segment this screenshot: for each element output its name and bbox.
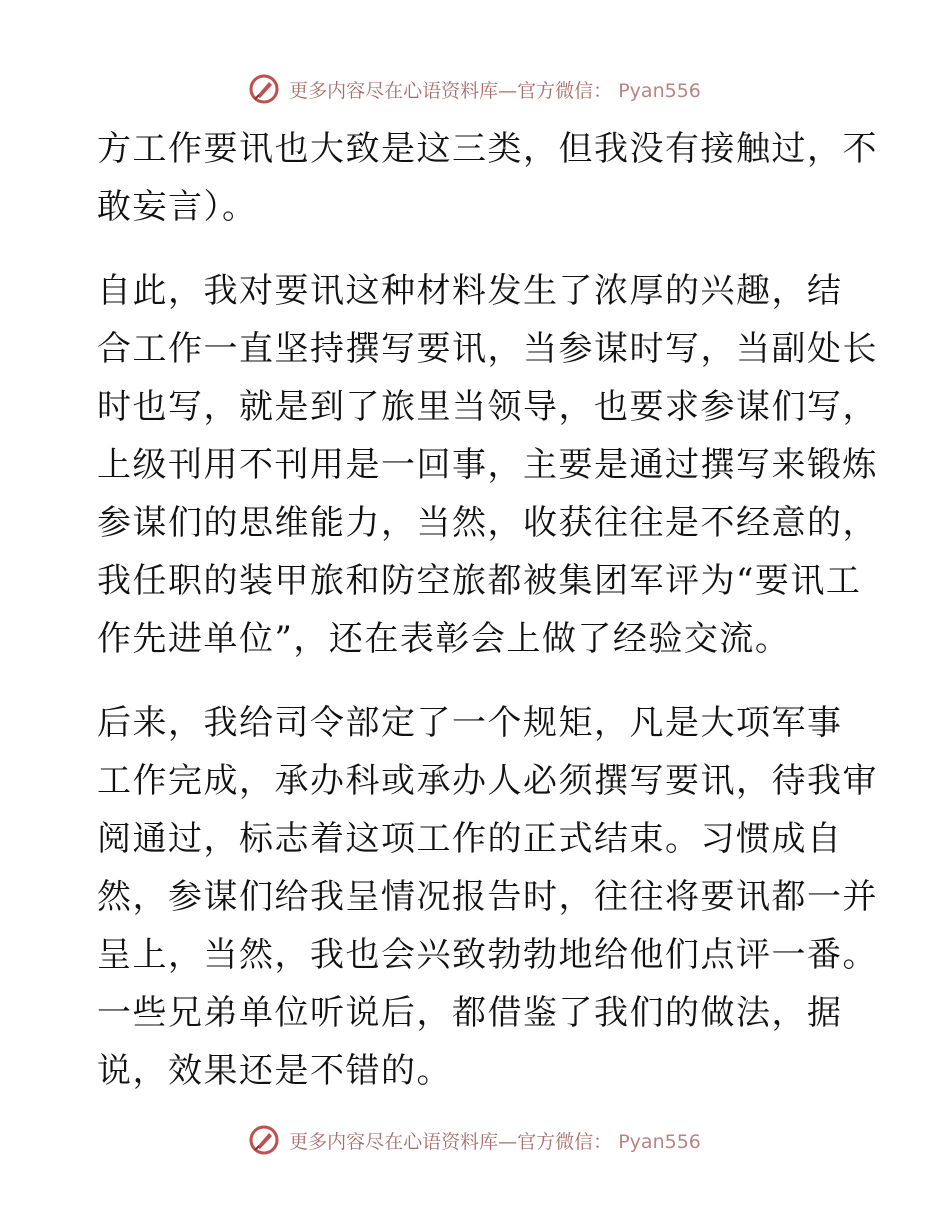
red-quill-seal-icon <box>249 1125 279 1155</box>
text-line: 时也写，就是到了旅里当领导，也要求参谋们写， <box>97 387 878 427</box>
red-quill-seal-icon <box>249 74 279 104</box>
text-line: 上级刊用不刊用是一回事，主要是通过撰写来锻炼 <box>97 445 878 485</box>
text-line: 后来，我给司令部定了一个规矩，凡是大项军事 <box>97 703 843 743</box>
footer-watermark <box>0 1127 950 1157</box>
watermark-text: 更多内容尽在心语资料库—官方微信： <box>289 1131 613 1153</box>
text-line: 然，参谋们给我呈情况报告时，往往将要讯都一并 <box>97 877 878 917</box>
text-line: 自此，我对要讯这种材料发生了浓厚的兴趣，结 <box>97 271 843 311</box>
text-line: 我任职的装甲旅和防空旅都被集团军评为“要讯工 <box>97 561 862 601</box>
text-line: 作先进单位”，还在表彰会上做了经验交流。 <box>97 619 791 659</box>
watermark-wechat-id: Pyan556 <box>618 80 701 102</box>
text-line: 呈上，当然，我也会兴致勃勃地给他们点评一番。 <box>97 935 878 975</box>
text-line: 合工作一直坚持撰写要讯，当参谋时写，当副处长 <box>97 329 878 369</box>
text-line: 说，效果还是不错的。 <box>97 1051 452 1091</box>
watermark-text: 更多内容尽在心语资料库—官方微信： <box>289 80 613 102</box>
paragraph <box>97 120 878 236</box>
header-watermark <box>0 76 950 106</box>
text-line: 方工作要讯也大致是这三类，但我没有接触过，不 <box>97 129 878 169</box>
text-line: 阅通过，标志着这项工作的正式结束。习惯成自 <box>97 819 843 859</box>
text-line: 一些兄弟单位听说后，都借鉴了我们的做法，据 <box>97 993 843 1033</box>
watermark-wechat-id: Pyan556 <box>618 1131 701 1153</box>
paragraph <box>97 262 878 668</box>
document-body <box>97 120 878 1100</box>
text-line: 参谋们的思维能力，当然，收获往往是不经意的， <box>97 503 878 543</box>
text-line: 敢妄言）。 <box>97 187 258 227</box>
text-line: 工作完成，承办科或承办人必须撰写要讯，待我审 <box>97 761 878 801</box>
paragraph <box>97 694 878 1100</box>
